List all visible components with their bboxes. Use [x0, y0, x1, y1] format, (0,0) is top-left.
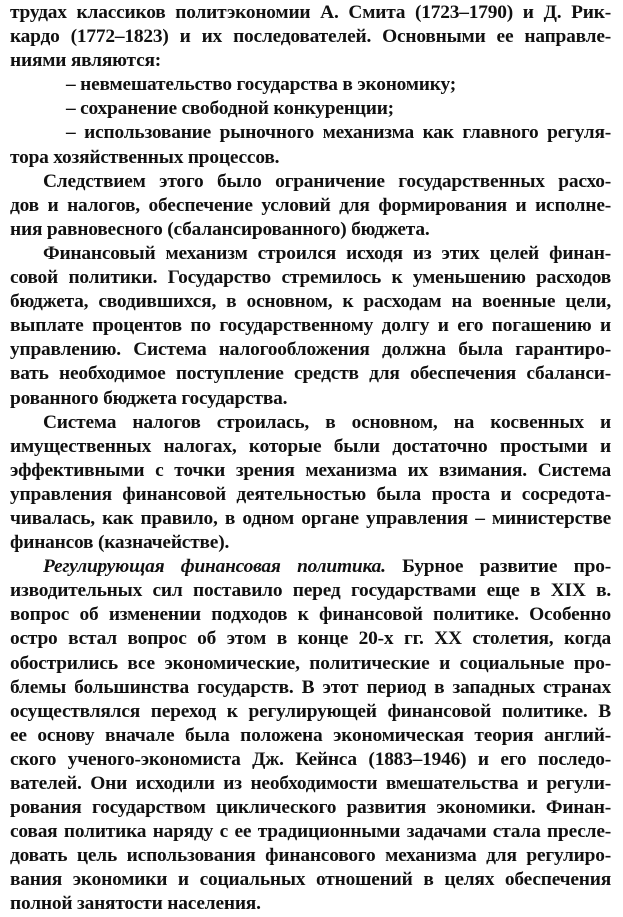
text-line: [10, 387, 611, 411]
text-line: [10, 627, 611, 651]
text-line: [10, 820, 611, 844]
text-line-content: выплате процентов по государственному долгу и его погашению и: [10, 315, 611, 337]
text-line: [10, 411, 611, 435]
text-line: [10, 338, 611, 362]
text-line: [10, 146, 611, 170]
text-line-content: кардо (1772–1823) и их последователей. Основными ее направле-: [10, 26, 611, 48]
text-line: [10, 170, 611, 194]
text-line: [10, 507, 611, 531]
text-line: [10, 676, 611, 700]
text-line-content: вания экономики и социальных отношений в целях обеспечения: [10, 869, 611, 891]
text-line: [10, 1, 611, 25]
text-line-content: ния равновесного (сбалансированного) бюджета.: [10, 218, 430, 240]
text-line: [10, 748, 611, 772]
text-line: [10, 868, 611, 892]
text-line: [10, 97, 611, 121]
text-line-content: бюджета, сводившихся, в основном, к расходам на военные цели,: [10, 291, 611, 313]
text-line-content: ниями являются:: [10, 50, 162, 72]
text-line: [10, 531, 611, 555]
text-line-content: тора хозяйственных процессов.: [10, 146, 280, 168]
text-line-content: совая политика наряду с ее традиционными задачами стала пресле-: [10, 821, 611, 843]
text-line-content: ского ученого-экономиста Дж. Кейнса (1883–1946) и его последо-: [10, 748, 611, 770]
text-line-content: управлению. Система налогообложения должна была гарантиро-: [10, 339, 611, 361]
section-heading-inline: Регулирующая финансовая политика.: [43, 556, 386, 578]
text-line: [10, 555, 611, 579]
text-line-content: Система налогов строилась, в основном, на косвенных и: [43, 411, 611, 433]
text-line-content: Следствием этого было ограничение государственных расхо-: [43, 170, 611, 192]
text-line: [10, 25, 611, 49]
text-line-content: вателей. Они исходили из необходимости вмешательства и регули-: [10, 773, 611, 794]
text-line-content: остро встал вопрос об этом в конце 20-х гг. XX столетия, когда: [10, 628, 611, 650]
text-line: [10, 483, 611, 507]
text-line-content: управления финансовой деятельностью была проста и сосредота-: [10, 483, 611, 505]
text-line: [10, 121, 611, 145]
text-line-content: – использование рыночного механизма как главного регуля-: [66, 122, 611, 144]
text-line-content: финансов (казначействе).: [10, 532, 230, 554]
text-line-content: дов и налогов, обеспечение условий для формирования и исполне-: [10, 194, 611, 216]
text-line: [10, 844, 611, 868]
text-line-content: полной занятости населения.: [10, 893, 261, 915]
text-line: [10, 314, 611, 338]
text-line: [10, 362, 611, 386]
text-line-content: обострились все экономические, политические и социальные про-: [10, 652, 611, 674]
text-line-content: – невмешательство государства в экономику;: [66, 74, 456, 96]
text-line-content: имущественных налогах, которые были достаточно простыми и: [10, 435, 611, 457]
text-line: [10, 579, 611, 603]
text-line-content: эффективными с точки зрения механизма их взимания. Система: [10, 459, 611, 481]
text-line: [10, 435, 611, 459]
text-line: [10, 49, 611, 73]
text-line-content: – сохранение свободной конкуренции;: [66, 98, 394, 120]
text-line: [10, 796, 611, 820]
text-line: [10, 700, 611, 724]
text-line: [10, 266, 611, 290]
text-line: [10, 218, 611, 242]
text-line-content: Финансовый механизм строился исходя из этих целей финан-: [43, 242, 611, 264]
text-line: [10, 892, 611, 916]
text-line-content: вопрос об изменении подходов к финансовой политике. Особенно: [10, 604, 611, 626]
text-line: [10, 652, 611, 676]
text-line-content: ее основу вначале была положена экономическая теория англий-: [10, 724, 611, 746]
text-line-content: трудах классиков политэкономии А. Смита (1723–1790) и Д. Рик-: [10, 2, 611, 23]
text-line-content: рованного бюджета государства.: [10, 387, 288, 409]
text-line-content: рования государством циклического развития экономики. Финан-: [10, 797, 611, 819]
text-line-content: изводительных сил поставило перед государствами еще в XIX в.: [10, 580, 611, 602]
text-line: [10, 772, 611, 796]
text-line-content: осуществлялся переход к регулирующей финансовой политике. В: [10, 700, 611, 722]
text-line-content: довать цель использования финансового механизма для регулиро-: [10, 845, 611, 867]
text-line-content: вать необходимое поступление средств для обеспечения сбаланси-: [10, 363, 611, 385]
text-line: [10, 242, 611, 266]
text-line-content: чивалась, как правило, в одном органе управления – министерстве: [10, 507, 611, 529]
text-line-content: совой политики. Государство стремилось к уменьшению расходов: [10, 267, 611, 289]
text-line: [10, 459, 611, 483]
text-line: [10, 290, 611, 314]
text-line-content: Бурное развитие про-: [385, 556, 611, 578]
text-line: [10, 603, 611, 627]
text-line: [10, 724, 611, 748]
text-line: [10, 73, 611, 97]
text-line-content: блемы большинства государств. В этот период в западных странах: [10, 676, 611, 698]
text-line: [10, 194, 611, 218]
